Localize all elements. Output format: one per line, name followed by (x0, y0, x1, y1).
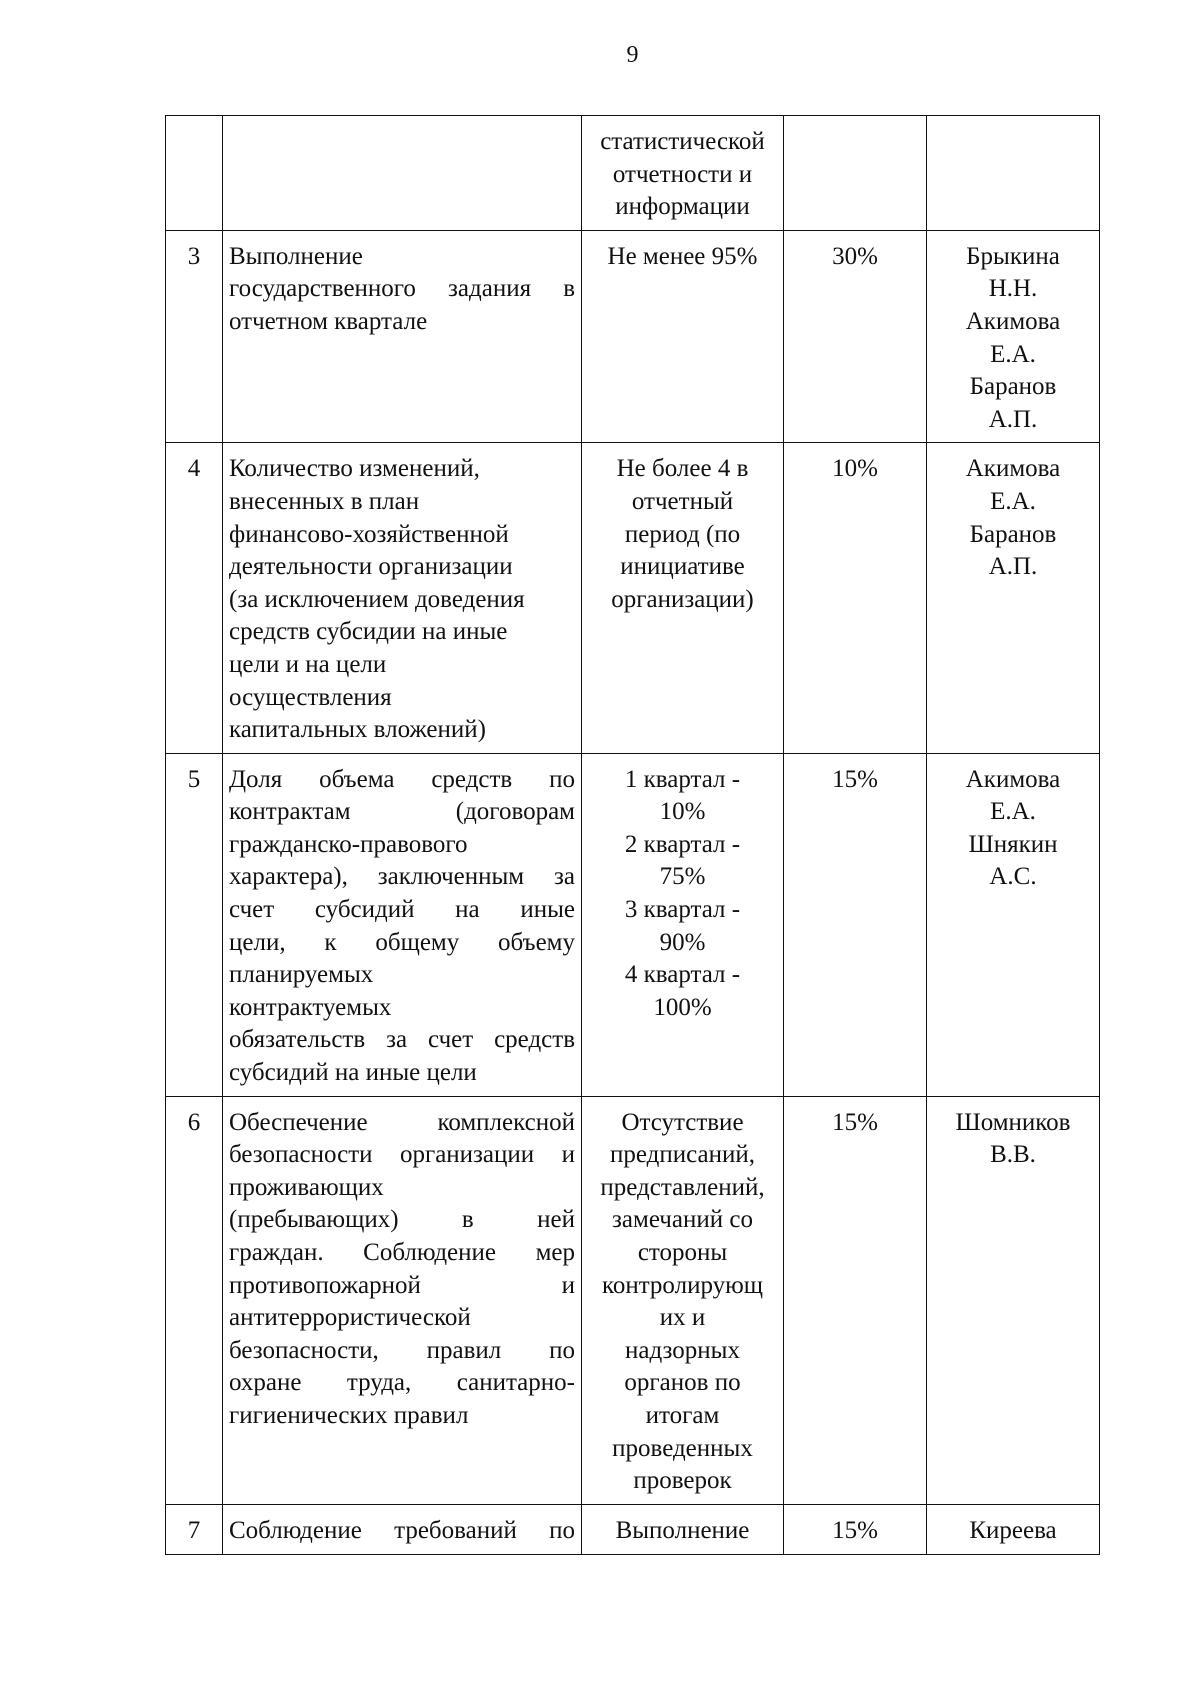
indicator-name-line: цели и на цели (229, 650, 387, 678)
target-value-line: статистической (600, 128, 765, 155)
indicator-name-line: капитальных вложений) (229, 716, 486, 744)
responsible-line: Баранов (969, 373, 1057, 401)
indicator-name-line: финансово-хозяйственной (229, 520, 509, 548)
table-row (166, 443, 1100, 753)
target-value-line: 75% (659, 863, 706, 891)
row-number-cell: 6 (166, 1096, 223, 1504)
indicator-name-line: безопасности, правил по (229, 1336, 575, 1364)
indicator-name-line: противопожарной и (229, 1271, 575, 1299)
responsible-line: Е.А. (990, 798, 1036, 826)
indicator-name-line: цели, к общему объему (229, 928, 575, 956)
indicator-name-cell (223, 1504, 582, 1554)
indicator-name-line: субсидий на иные цели (229, 1059, 477, 1087)
indicator-name-line: Доля объема средств по (229, 765, 575, 793)
target-value-line: 3 квартал - (624, 896, 741, 924)
table-row (166, 753, 1100, 1096)
target-value-line: органов по (624, 1369, 741, 1397)
responsible-line: Е.А. (990, 340, 1036, 368)
table-row (166, 230, 1100, 443)
table-row (166, 116, 1100, 231)
target-value-cell (582, 1504, 784, 1554)
target-value-line: стороны (637, 1239, 728, 1266)
weight-cell: 15% (784, 1096, 927, 1504)
target-value-line: Отсутствие (621, 1108, 744, 1136)
target-value-cell (582, 230, 784, 443)
responsible-line: Н.Н. (988, 275, 1038, 303)
responsible-cell (927, 116, 1100, 231)
responsible-cell (927, 443, 1100, 753)
target-value-line: информации (615, 193, 750, 221)
indicator-name-line: средств субсидии на иные (229, 618, 508, 646)
target-value-line: отчетный (631, 487, 734, 515)
responsible-line: А.П. (988, 405, 1038, 433)
indicator-name-line: (пребывающих) в ней (229, 1206, 575, 1234)
target-value-line: 100% (653, 993, 712, 1021)
target-value-line: организации) (611, 585, 754, 613)
responsible-line: Брыкина (966, 242, 1060, 270)
target-value-line: 1 квартал - (624, 765, 741, 793)
responsible-cell (927, 1504, 1100, 1554)
target-value-line: проверок (633, 1467, 732, 1495)
responsible-line: Шнякин (968, 830, 1058, 858)
indicator-name-line: государственного задания в (229, 275, 575, 303)
indicator-name-line: контрактам (договорам (229, 798, 575, 826)
row-number-cell: 3 (166, 230, 223, 443)
indicator-name-line: антитеррористической (229, 1304, 471, 1332)
indicator-name-line: Соблюдение требований по (229, 1516, 575, 1544)
indicator-name-line: деятельности организации (229, 553, 513, 581)
page-number: 9 (626, 42, 639, 68)
responsible-cell (927, 230, 1100, 443)
indicator-name-line: отчетном квартале (229, 307, 428, 335)
responsible-line: А.П. (988, 553, 1038, 581)
row-number-cell: 7 (166, 1504, 223, 1554)
target-value-line: Не более 4 в (616, 455, 749, 483)
target-value-line: предписаний, (609, 1141, 755, 1169)
indicator-name-line: характера), заключенным за (229, 863, 575, 891)
indicator-name-line: (за исключением доведения (229, 585, 525, 613)
indicator-name-line: планируемых (229, 961, 374, 989)
indicator-name-line: Выполнение (229, 242, 363, 270)
indicators-table-body (166, 116, 1100, 1555)
indicator-name-cell (223, 1096, 582, 1504)
weight-cell: 30% (784, 230, 927, 443)
responsible-line: Баранов (969, 520, 1057, 548)
indicator-name-line: гигиенических правил (229, 1401, 469, 1429)
responsible-line: В.В. (990, 1141, 1036, 1169)
responsible-line: Киреева (969, 1516, 1057, 1544)
indicator-name-cell (223, 230, 582, 443)
indicator-name-cell (223, 116, 582, 231)
target-value-line: надзорных (625, 1336, 740, 1364)
indicator-name-line: безопасности организации и (229, 1141, 575, 1169)
row-number-cell: 4 (166, 443, 223, 753)
responsible-line: Акимова (965, 765, 1061, 793)
target-value-line: Не менее 95% (607, 242, 758, 270)
target-value-line: 4 квартал - (624, 961, 741, 989)
responsible-line: А.С. (989, 863, 1037, 891)
indicator-name-cell (223, 753, 582, 1096)
target-value-line: контролирующ (601, 1271, 764, 1299)
target-value-line: 10% (659, 798, 706, 826)
target-value-line: Выполнение (615, 1516, 750, 1544)
indicator-name-cell (223, 443, 582, 753)
row-number-cell (166, 116, 223, 231)
target-value-cell (582, 443, 784, 753)
target-value-line: итогам (645, 1401, 720, 1429)
target-value-cell (582, 116, 784, 231)
responsible-line: Акимова (965, 455, 1061, 483)
responsible-cell (927, 1096, 1100, 1504)
weight-cell: 15% (784, 753, 927, 1096)
target-value-line: инициативе (620, 553, 745, 581)
responsible-line: Е.А. (990, 487, 1036, 515)
weight-cell (784, 116, 927, 231)
target-value-line: период (по (624, 520, 741, 548)
indicator-name-line: счет субсидий на иные (229, 896, 575, 924)
indicator-name-line: Обеспечение комплексной (229, 1108, 575, 1136)
indicator-name-line: проживающих (229, 1173, 384, 1201)
target-value-line: 2 квартал - (624, 830, 741, 858)
indicator-name-line: Количество изменений, (229, 455, 480, 483)
indicator-name-line: обязательств за счет средств (229, 1026, 575, 1054)
target-value-line: представлений, (600, 1173, 765, 1201)
target-value-line: проведенных (612, 1434, 753, 1462)
weight-cell: 10% (784, 443, 927, 753)
table-row (166, 1096, 1100, 1504)
indicator-name-line: осуществления (229, 683, 392, 711)
indicator-name-line: контрактуемых (229, 993, 392, 1021)
responsible-line: Акимова (965, 307, 1061, 335)
target-value-line: отчетности и (612, 160, 753, 188)
indicator-name-line: граждан. Соблюдение мер (229, 1239, 575, 1266)
target-value-line: 90% (659, 928, 706, 956)
target-value-cell (582, 753, 784, 1096)
weight-cell: 15% (784, 1504, 927, 1554)
row-number-cell: 5 (166, 753, 223, 1096)
target-value-line: замечаний со (612, 1206, 753, 1234)
indicator-name-line: внесенных в план (229, 487, 420, 515)
indicators-table (165, 115, 1100, 1555)
target-value-line: их и (659, 1304, 706, 1332)
responsible-line: Шомников (955, 1108, 1071, 1136)
indicator-name-line: гражданско-правового (229, 830, 468, 858)
table-row (166, 1504, 1100, 1554)
indicator-name-line: охране труда, санитарно- (229, 1369, 575, 1397)
responsible-cell (927, 753, 1100, 1096)
target-value-cell (582, 1096, 784, 1504)
